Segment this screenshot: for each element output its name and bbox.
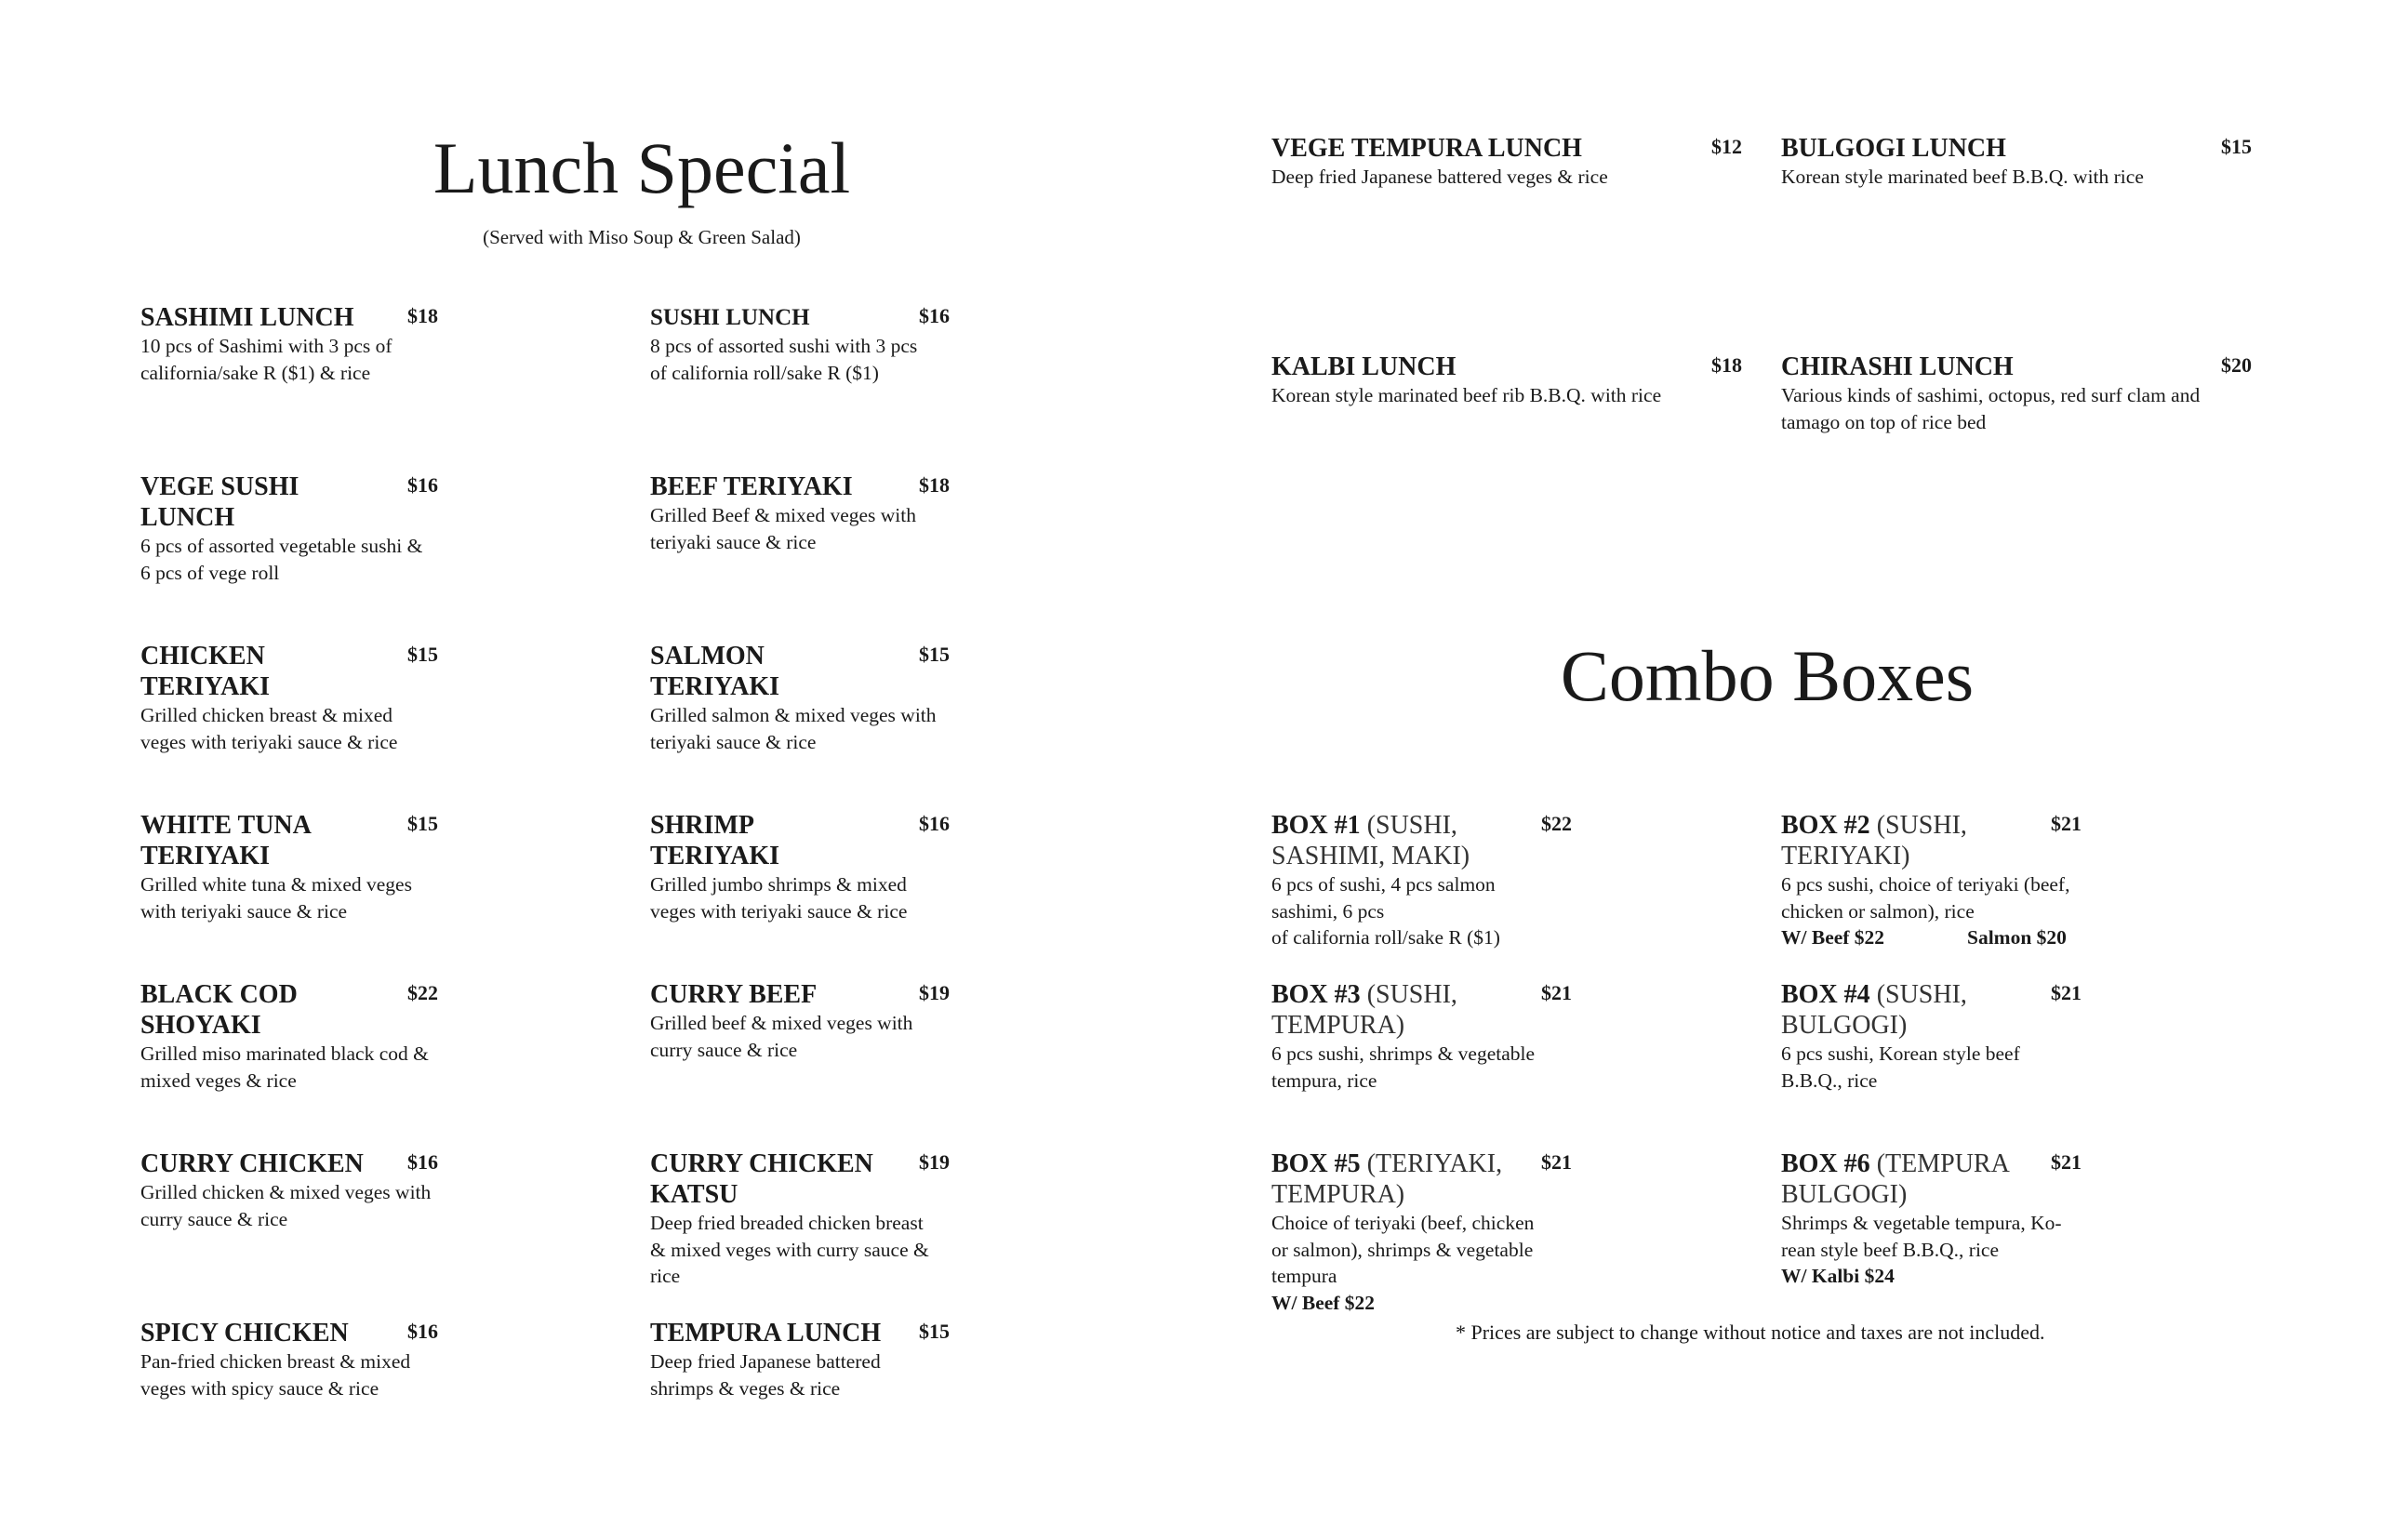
box-price: $21 bbox=[1541, 981, 1572, 1004]
item-price: $15 bbox=[407, 643, 438, 666]
item-name: SPICY CHICKEN bbox=[140, 1319, 349, 1348]
box-name: BOX #3 bbox=[1271, 980, 1361, 1009]
lunch-special-title: Lunch Special bbox=[432, 127, 851, 208]
lunch-special-subtitle: (Served with Miso Soup & Green Salad) bbox=[483, 226, 801, 248]
menu-item bbox=[650, 471, 950, 555]
box-detail: (SUSHI, BULGOGI) bbox=[1781, 980, 1967, 1040]
box-price: $21 bbox=[1541, 1150, 1572, 1174]
item-price: $15 bbox=[2221, 135, 2252, 158]
item-name: SHRIMP TERIYAKI bbox=[650, 811, 780, 870]
menu-item bbox=[140, 1148, 438, 1232]
menu-item bbox=[650, 979, 950, 1063]
item-desc: Korean style marinated beef rib B.B.Q. with rice bbox=[1271, 384, 1662, 406]
item-desc: Grilled Beef & mixed veges with teriyaki sauce & rice bbox=[650, 504, 916, 553]
item-price: $18 bbox=[407, 304, 438, 327]
item-price: $15 bbox=[407, 812, 438, 835]
item-name: SUSHI LUNCH bbox=[650, 305, 810, 330]
box-detail: (TERIYAKI, TEMPURA) bbox=[1271, 1149, 1503, 1209]
item-desc: Deep fried Japanese battered veges & rice bbox=[1271, 166, 1608, 188]
menu-item bbox=[140, 810, 438, 924]
box-desc: Choice of teriyaki (beef, chicken or salmon), shrimps & vegetable tempura bbox=[1271, 1212, 1535, 1287]
box-price: $22 bbox=[1541, 812, 1572, 835]
item-name: BULGOGI LUNCH bbox=[1781, 134, 2006, 163]
box-extra-price: W/ Kalbi $24 bbox=[1781, 1265, 1895, 1287]
box-name: BOX #6 bbox=[1781, 1149, 1870, 1178]
box-name: BOX #1 bbox=[1271, 811, 1361, 840]
item-name: CURRY BEEF bbox=[650, 980, 818, 1009]
item-name: WHITE TUNA TERIYAKI bbox=[140, 811, 312, 870]
menu-item bbox=[140, 1318, 438, 1401]
item-price: $12 bbox=[1711, 135, 1742, 158]
combo-boxes-title: Combo Boxes bbox=[1560, 635, 1975, 716]
menu-item bbox=[650, 1148, 950, 1290]
item-price: $15 bbox=[919, 643, 950, 666]
item-price: $15 bbox=[919, 1320, 950, 1343]
box-extra-price: W/ Beef $22 bbox=[1781, 926, 1885, 949]
box-name: BOX #4 bbox=[1781, 980, 1870, 1009]
item-desc: Korean style marinated beef B.B.Q. with rice bbox=[1781, 166, 2144, 188]
menu-item bbox=[140, 641, 438, 755]
item-price: $16 bbox=[407, 1150, 438, 1174]
menu-item bbox=[650, 810, 950, 924]
box-price: $21 bbox=[2051, 981, 2082, 1004]
item-name: VEGE TEMPURA LUNCH bbox=[1271, 134, 1582, 163]
item-price: $16 bbox=[407, 473, 438, 497]
menu-item bbox=[1271, 352, 1742, 409]
item-name: BEEF TERIYAKI bbox=[650, 472, 853, 501]
item-desc: Grilled chicken breast & mixed veges with teriyaki sauce & rice bbox=[140, 704, 398, 753]
box-desc: 6 pcs sushi, choice of teriyaki (beef, chicken or salmon), rice bbox=[1781, 873, 2070, 923]
item-name: SALMON TERIYAKI bbox=[650, 642, 780, 701]
item-desc: Grilled beef & mixed veges with curry sauce & rice bbox=[650, 1012, 913, 1061]
box-extra-price: W/ Beef $22 bbox=[1271, 1291, 1376, 1314]
item-desc: Pan-fried chicken breast & mixed veges with spicy sauce & rice bbox=[140, 1350, 411, 1400]
item-desc: Grilled chicken & mixed veges with curry sauce & rice bbox=[140, 1181, 432, 1230]
box-desc: Shrimps & vegetable tempura, Ko- rean style beef B.B.Q., rice bbox=[1781, 1212, 2062, 1261]
combo-box bbox=[1781, 1148, 2082, 1290]
item-name: TEMPURA LUNCH bbox=[650, 1319, 882, 1348]
combo-box bbox=[1271, 1148, 1572, 1316]
combo-box bbox=[1271, 810, 1572, 951]
item-name: CURRY CHICKEN KATSU bbox=[650, 1149, 873, 1209]
item-price: $19 bbox=[919, 981, 950, 1004]
box-detail: (SUSHI, TERIYAKI) bbox=[1781, 811, 1967, 870]
item-price: $18 bbox=[1711, 353, 1742, 377]
combo-box bbox=[1781, 810, 2082, 951]
item-desc: Grilled miso marinated black cod & mixed veges & rice bbox=[140, 1042, 429, 1092]
combo-box bbox=[1781, 979, 2082, 1094]
item-name: CURRY CHICKEN bbox=[140, 1149, 364, 1178]
menu-item bbox=[140, 302, 438, 386]
item-name: KALBI LUNCH bbox=[1271, 352, 1457, 381]
item-desc: 8 pcs of assorted sushi with 3 pcs of california roll/sake R ($1) bbox=[650, 335, 918, 384]
box-desc: 6 pcs sushi, shrimps & vegetable tempura, rice bbox=[1271, 1042, 1536, 1092]
item-price: $16 bbox=[919, 812, 950, 835]
item-name: BLACK COD SHOYAKI bbox=[140, 980, 298, 1040]
box-price: $21 bbox=[2051, 1150, 2082, 1174]
item-price: $18 bbox=[919, 473, 950, 497]
box-desc: 6 pcs sushi, Korean style beef B.B.Q., rice bbox=[1781, 1042, 2020, 1092]
menu-item bbox=[1781, 133, 2252, 191]
item-name: CHICKEN TERIYAKI bbox=[140, 642, 271, 701]
item-desc: Deep fried breaded chicken breast & mixed veges with curry sauce & rice bbox=[650, 1212, 929, 1287]
price-footnote: * Prices are subject to change without notice and taxes are not included. bbox=[1456, 1321, 2045, 1344]
item-price: $19 bbox=[919, 1150, 950, 1174]
item-name: SASHIMI LUNCH bbox=[140, 303, 354, 332]
item-price: $16 bbox=[407, 1320, 438, 1343]
item-name: CHIRASHI LUNCH bbox=[1781, 352, 2014, 381]
item-price: $20 bbox=[2221, 353, 2252, 377]
item-desc: Deep fried Japanese battered shrimps & veges & rice bbox=[650, 1350, 881, 1400]
box-name: BOX #5 bbox=[1271, 1149, 1361, 1178]
box-price: $21 bbox=[2051, 812, 2082, 835]
menu-item bbox=[650, 302, 950, 386]
combo-box bbox=[1271, 979, 1572, 1094]
box-detail: (SUSHI, TEMPURA) bbox=[1271, 980, 1457, 1040]
item-price: $22 bbox=[407, 981, 438, 1004]
item-desc: 6 pcs of assorted vegetable sushi & 6 pcs of vege roll bbox=[140, 535, 423, 584]
menu-item bbox=[140, 979, 438, 1094]
menu-item bbox=[1271, 133, 1742, 191]
item-desc: 10 pcs of Sashimi with 3 pcs of california/sake R ($1) & rice bbox=[140, 335, 392, 384]
menu-item bbox=[650, 1318, 950, 1401]
menu-item bbox=[140, 471, 438, 586]
box-extra-price-2: Salmon $20 bbox=[1967, 926, 2067, 949]
box-detail: (SUSHI, SASHIMI, MAKI) bbox=[1271, 811, 1470, 870]
item-desc: Various kinds of sashimi, octopus, red surf clam and tamago on top of rice bed bbox=[1781, 384, 2201, 433]
item-price: $16 bbox=[919, 304, 950, 327]
menu-item bbox=[650, 641, 950, 755]
item-desc: Grilled jumbo shrimps & mixed veges with teriyaki sauce & rice bbox=[650, 873, 908, 923]
box-detail: (TEMPURA BULGOGI) bbox=[1781, 1149, 2010, 1209]
item-desc: Grilled salmon & mixed veges with teriyaki sauce & rice bbox=[650, 704, 937, 753]
item-name: VEGE SUSHI LUNCH bbox=[140, 472, 299, 532]
box-name: BOX #2 bbox=[1781, 811, 1870, 840]
box-desc: 6 pcs of sushi, 4 pcs salmon sashimi, 6 pcs of california roll/sake R ($1) bbox=[1271, 873, 1500, 949]
menu-item bbox=[1781, 352, 2252, 435]
item-desc: Grilled white tuna & mixed veges with teriyaki sauce & rice bbox=[140, 873, 412, 923]
